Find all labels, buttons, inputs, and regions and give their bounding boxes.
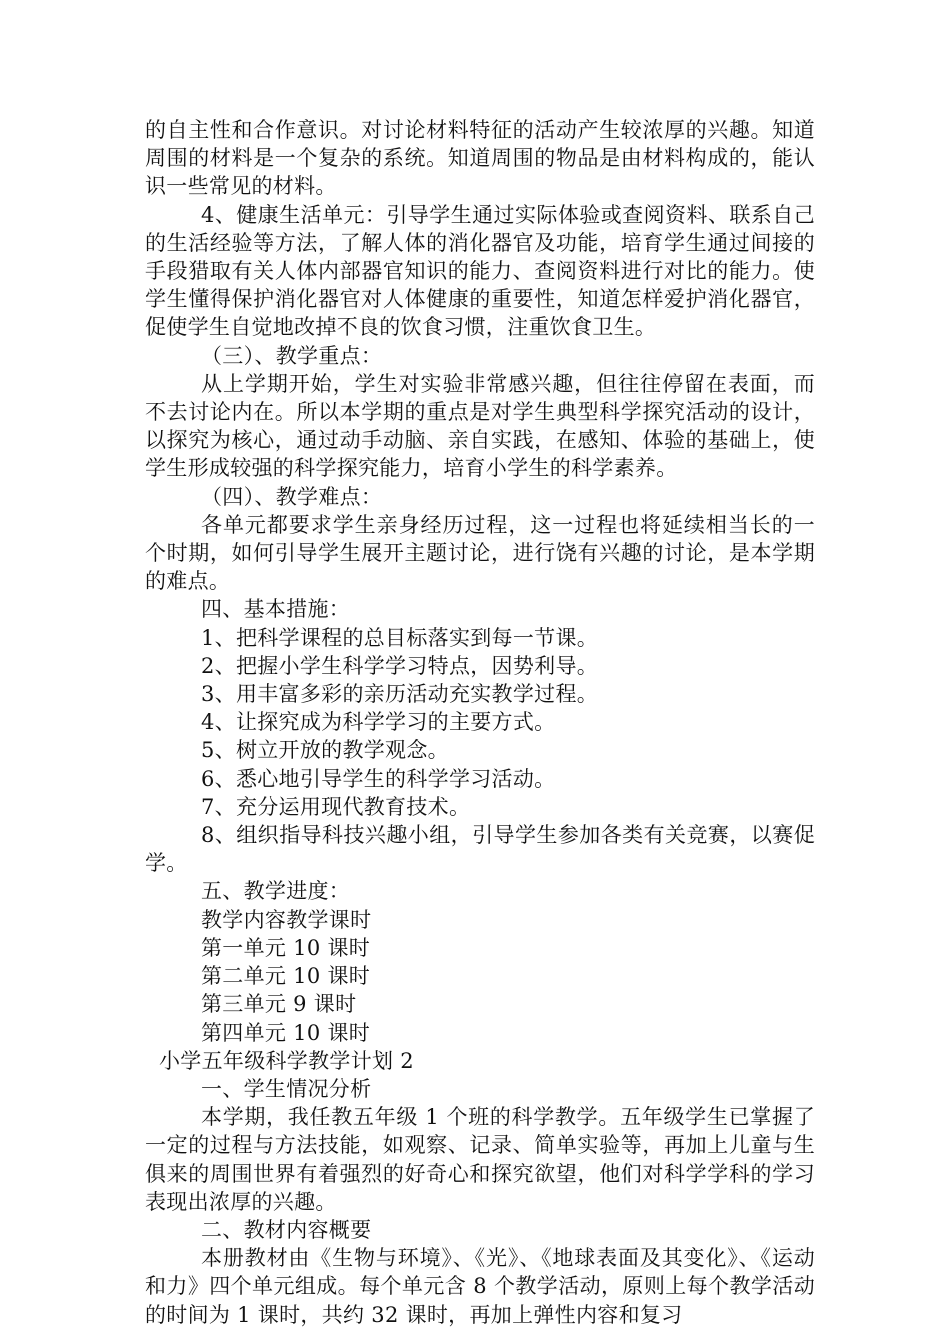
schedule-header: 教学内容教学课时 [201,907,372,932]
document-body [145,116,815,1329]
paragraph-continued: 的自主性和合作意识。对讨论材料特征的活动产生较浓厚的兴趣。知道周围的材料是一个复杂的系统。知道周围的物品是由材料构成的，能认识一些常见的材料。 [145,118,815,199]
heading-teaching-difficulty: （四）、教学难点： [201,484,383,509]
schedule-row: 第二单元 10 课时 [201,964,371,989]
measure-item: 5、树立开放的教学观念。 [201,738,449,763]
measure-item: 6、悉心地引导学生的科学学习活动。 [201,766,556,791]
heading-teaching-schedule: 五、教学进度： [201,879,351,904]
heading-student-analysis: 一、学生情况分析 [201,1076,372,1101]
measure-item: 8、组织指导科技兴趣小组，引导学生参加各类有关竞赛，以赛促学。 [145,823,815,876]
paragraph-teaching-difficulty: 各单元都要求学生亲身经历过程，这一过程也将延续相当长的一个时期，如何引导学生展开主题讨论，进行饶有兴趣的讨论，是本学期的难点。 [145,512,815,594]
measure-item: 2、把握小学生科学学习特点，因势利导。 [201,653,599,678]
paragraph-student-analysis: 本学期，我任教五年级 1 个班的科学教学。五年级学生已掌握了一定的过程与方法技能，如观察、记录、简单实验等，再加上儿童与生俱来的周围世界有着强烈的好奇心和探究欲望，他们对科学学科的学习表现出浓厚的兴趣。 [145,1105,815,1214]
schedule-row: 第三单元 9 课时 [201,992,357,1017]
heading-basic-measures: 四、基本措施： [201,597,351,622]
measure-item: 1、把科学课程的总目标落实到每一节课。 [201,625,599,650]
paragraph-textbook-overview: 本册教材由《生物与环境》、《光》、《地球表面及其变化》、《运动和力》四个单元组成。每个单元含 8 个教学活动，原则上每个教学活动的时间为 1 课时，共约 32 课时，再加上弹性内容和复习 [145,1246,815,1327]
heading-teaching-focus: （三）、教学重点： [201,343,383,368]
paragraph-teaching-focus: 从上学期开始，学生对实验非常感兴趣，但往往停留在表面，而不去讨论内在。所以本学期的重点是对学生典型科学探究活动的设计，以探究为核心，通过动手动脑、亲自实践，在感知、体验的基础上，使学生形成较强的科学探究能力，培育小学生的科学素养。 [145,371,815,481]
schedule-row: 第一单元 10 课时 [201,935,371,960]
plan-2-title: 小学五年级科学教学计划 2 [159,1048,414,1073]
measure-item: 4、让探究成为科学学习的主要方式。 [201,710,556,735]
heading-textbook-overview: 二、教材内容概要 [201,1217,372,1242]
schedule-row: 第四单元 10 课时 [201,1020,371,1045]
measure-item: 3、用丰富多彩的亲历活动充实教学过程。 [201,682,599,707]
paragraph-health-unit: 4、健康生活单元：引导学生通过实际体验或查阅资料、联系自己的生活经验等方法，了解人体的消化器官及功能，培育学生通过间接的手段猎取有关人体内部器官知识的能力、查阅资料进行对比的能力。使学生懂得保护消化器官对人体健康的重要性，知道怎样爱护消化器官，促使学生自觉地改掉不良的饮食习惯，注重饮食卫生。 [145,202,815,340]
measure-item: 7、充分运用现代教育技术。 [201,794,471,819]
